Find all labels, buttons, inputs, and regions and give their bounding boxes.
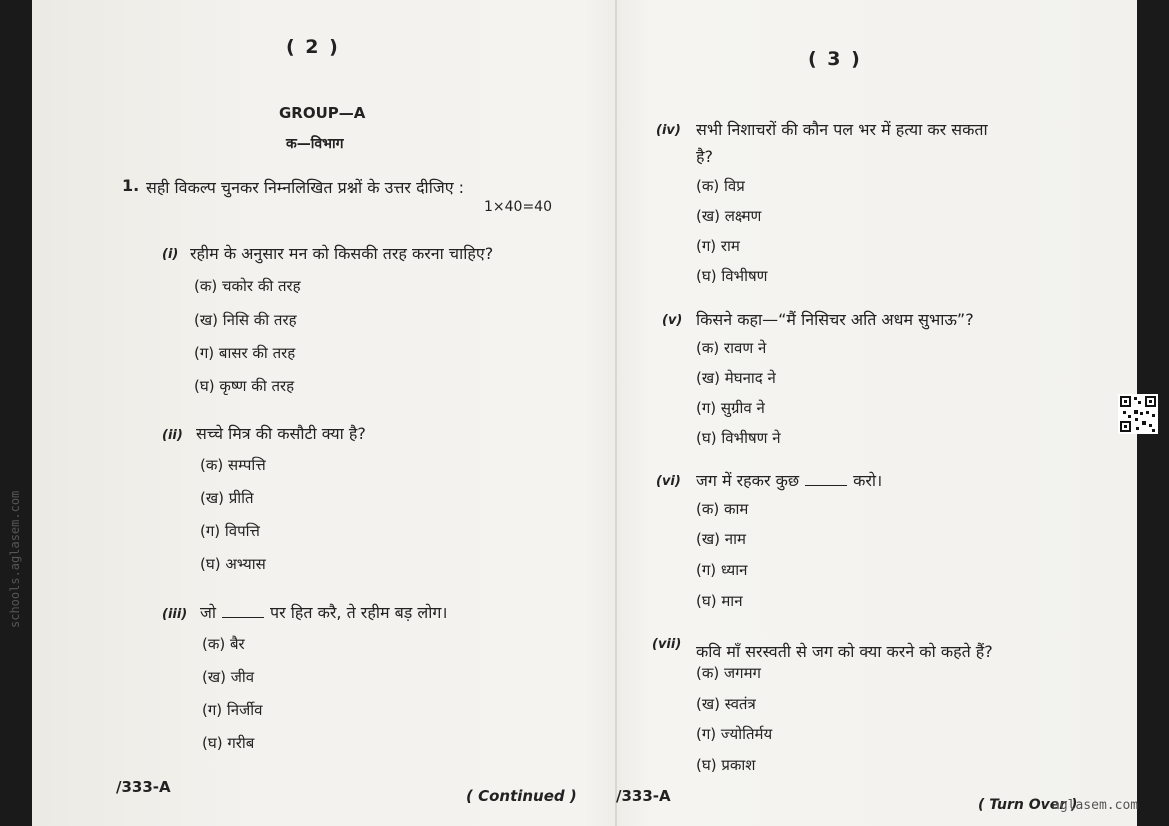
question-text-after: करो। <box>853 471 883 490</box>
question-text: सच्चे मित्र की कसौटी क्या है? <box>196 424 366 443</box>
option: (घ) विभीषण ने <box>696 429 781 447</box>
question-text-before: जग में रहकर कुछ <box>696 471 800 490</box>
option: (क) चकोर की तरह <box>194 277 301 295</box>
question-number: (i) <box>162 247 179 262</box>
group-heading: GROUP—A <box>279 104 366 122</box>
option: (ख) नाम <box>696 530 746 548</box>
right-footer-code: /333-A <box>616 787 671 805</box>
side-watermark: schools.aglasem.com <box>8 490 22 628</box>
question-number: (vii) <box>652 637 682 652</box>
option: (घ) प्रकाश <box>696 756 756 774</box>
option: (ग) ज्योतिर्मय <box>696 725 773 743</box>
question-text-after: पर हित करै, ते रहीम बड़ लोग। <box>270 603 448 622</box>
option: (क) बैर <box>202 635 245 653</box>
question-text-before: जो <box>200 603 217 622</box>
question-text: कवि माँ सरस्वती से जग को क्या करने को कहते हैं? <box>696 642 993 661</box>
option: (ख) लक्ष्मण <box>696 207 762 225</box>
question-text <box>696 469 882 491</box>
option: (घ) मान <box>696 592 743 610</box>
option: (ख) प्रीति <box>200 489 254 507</box>
option: (क) रावण ने <box>696 339 767 357</box>
question-number: (vi) <box>656 474 681 489</box>
question-1-number: 1. <box>122 176 140 195</box>
question-number: (iv) <box>656 123 681 138</box>
group-heading-hindi: क—विभाग <box>286 136 344 152</box>
question-text: किसने कहा—“मैं निसिचर अति अधम सुभाऊ”? <box>696 310 974 329</box>
question-text <box>200 601 448 623</box>
option: (ग) राम <box>696 237 740 255</box>
option: (ख) स्वतंत्र <box>696 695 756 713</box>
right-page-number: ( 3 ) <box>808 48 862 70</box>
right-footer-note: ( Turn Over ) <box>978 797 1078 813</box>
question-number: (v) <box>662 313 683 328</box>
option: (ख) मेघनाद ने <box>696 369 776 387</box>
option: (ग) बासर की तरह <box>194 344 296 362</box>
bottom-watermark: aglasem.com <box>1052 798 1139 813</box>
question-1-text: सही विकल्प चुनकर निम्नलिखित प्रश्नों के उत्तर दीजिए : <box>146 178 465 197</box>
fill-in-blank <box>222 617 264 618</box>
option: (ग) सुग्रीव ने <box>696 399 765 417</box>
page-gutter <box>615 0 617 826</box>
left-footer-note: ( Continued ) <box>466 787 577 805</box>
question-number: (ii) <box>162 428 183 443</box>
option: (घ) विभीषण <box>696 267 768 285</box>
option: (क) काम <box>696 500 749 518</box>
option: (घ) गरीब <box>202 734 255 752</box>
option: (ग) ध्यान <box>696 561 748 579</box>
question-text-line-2: है? <box>696 147 713 166</box>
option: (ग) विपत्ति <box>200 522 260 540</box>
option: (ख) जीव <box>202 668 255 686</box>
question-text: रहीम के अनुसार मन को किसकी तरह करना चाहिए? <box>190 244 494 263</box>
question-number: (iii) <box>162 607 188 622</box>
qr-code-icon <box>1118 394 1158 434</box>
left-page-number: ( 2 ) <box>286 36 340 58</box>
option: (क) सम्पत्ति <box>200 456 266 474</box>
option: (क) विप्र <box>696 177 745 195</box>
fill-in-blank <box>805 485 847 486</box>
option: (क) जगमग <box>696 664 761 682</box>
question-text-line-1: सभी निशाचरों की कौन पल भर में हत्या कर सकता <box>696 120 988 139</box>
option: (घ) कृष्ण की तरह <box>194 377 295 395</box>
option: (ख) निसि की तरह <box>194 311 297 329</box>
option: (ग) निर्जीव <box>202 701 263 719</box>
left-footer-code: /333-A <box>116 778 171 796</box>
option: (घ) अभ्यास <box>200 555 266 573</box>
question-1-marks: 1×40=40 <box>484 199 552 215</box>
